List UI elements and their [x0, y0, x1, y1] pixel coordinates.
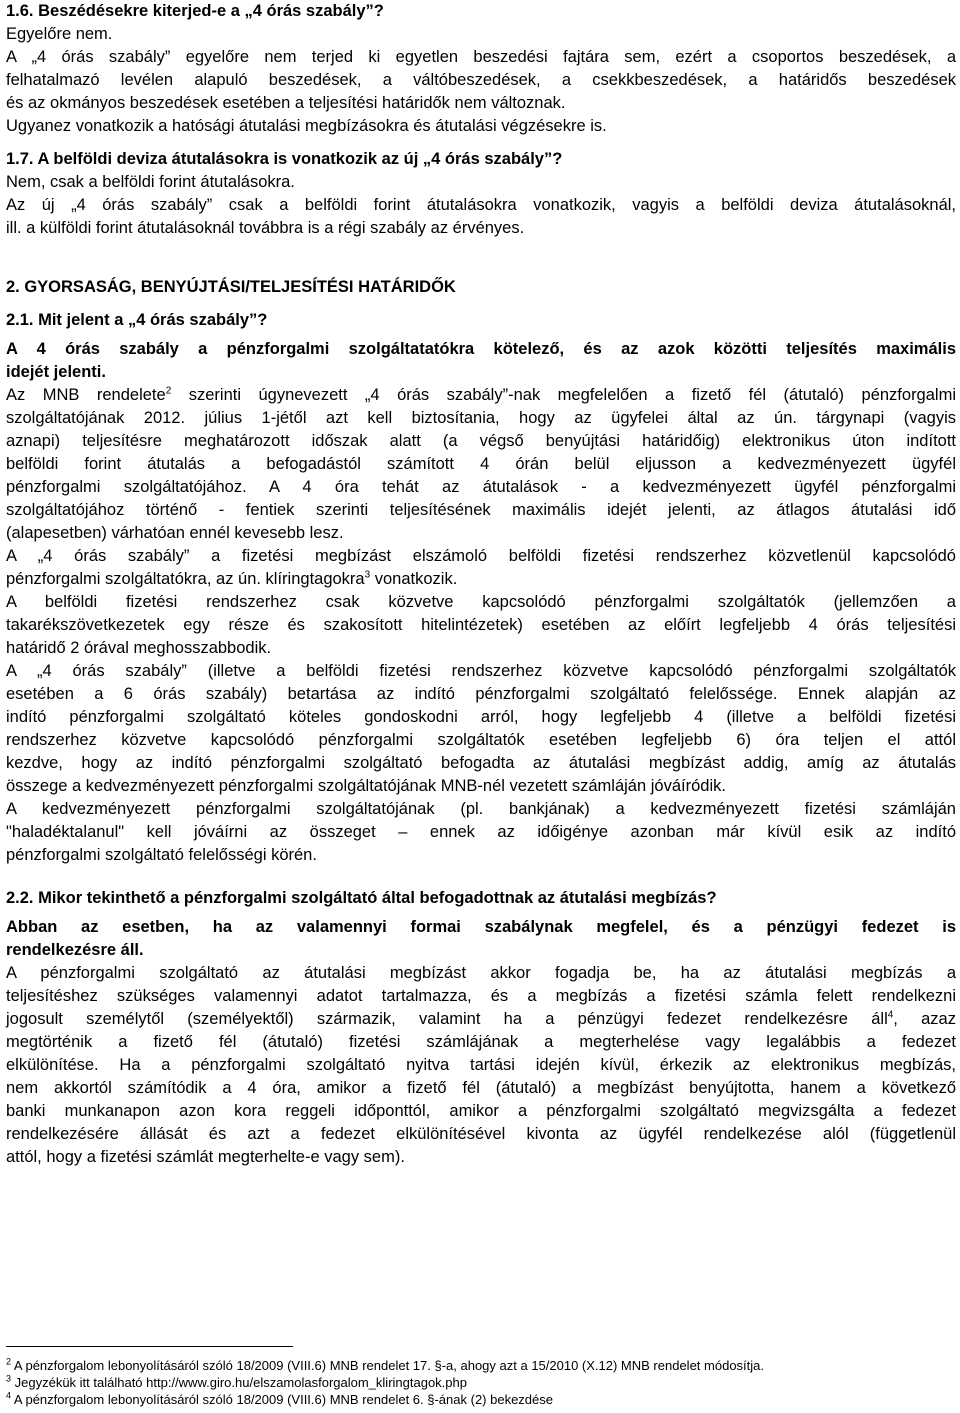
- paragraph-line: aznapi) teljesítésre meghatározott időszak alatt (a végső benyújtási határidőig) elektronikus úton indított: [6, 432, 956, 450]
- footnote-ref: 2: [165, 385, 172, 397]
- paragraph-line: attól, hogy a fizetési számlát megterhelte-e vagy sem).: [6, 1148, 405, 1166]
- paragraph-line: Az MNB rendelete$^2$ szerinti úgynevezett „4 órás szabály”-nak megfelelően a fizető fél (átutaló) pénzforgalmi: [6, 385, 956, 404]
- paragraph-line: "haladéktalanul" kell jóváírni az összeget – ennek az időigénye azonban már kívül esik az indító: [6, 823, 956, 841]
- paragraph-line: Nem, csak a belföldi forint átutalásokra.: [6, 173, 295, 191]
- paragraph-line: jogosult személytől (személyektől) származik, valamint ha a pénzügyi fedezet rendelkezésre áll$^4$, azaz: [6, 1009, 956, 1028]
- document-page: [6, 0, 956, 1169]
- paragraph-line: rendszerhez közvetve kapcsolódó pénzforgalmi szolgáltatók esetében legfeljebb 6) óra teljen el attól: [6, 731, 956, 749]
- paragraph-line: (alapesetben) várhatóan ennél kevesebb lesz.: [6, 524, 344, 542]
- footnote-separator: [6, 1346, 293, 1347]
- paragraph-line: megtörténik a fizető fél (átutaló) fizetési számlájának a megterhelése vagy legalábbis a fedezet: [6, 1033, 956, 1051]
- footnote: $^4$ A pénzforgalom lebonyolításáról szóló 18/2009 (VIII.6) MNB rendelet 6. §-ának (2) bekezdése: [6, 1390, 553, 1407]
- section-1-6-answer: Egyelőre nem.: [6, 25, 113, 43]
- section-2-1-heading: 2.1. Mit jelent a „4 órás szabály”?: [6, 311, 268, 329]
- paragraph-line: pénzforgalmi szolgáltatójához. A 4 óra tehát az átutalások - a kedvezményezett ügyfél pénzforgalmi: [6, 478, 956, 496]
- section-1-6-heading: 1.6. Beszédésekre kiterjed-e a „4 órás szabály”?: [6, 2, 384, 20]
- paragraph-line: A „4 órás szabály” (illetve a belföldi fizetési rendszerhez közvetve kapcsolódó pénzforgalmi szolgáltatók: [6, 662, 956, 680]
- paragraph-line: pénzforgalmi szolgáltató felelősségi körén.: [6, 846, 317, 864]
- footnote: $^3$ Jegyzékük itt található http://www.giro.hu/elszamolasforgalom_kliringtagok.php: [6, 1373, 467, 1390]
- paragraph-line: A „4 órás szabály” egyelőre nem terjed ki egyetlen beszedési fajtára sem, ezért a csoportos beszedések, a: [6, 48, 956, 66]
- paragraph-line: Az új „4 órás szabály” csak a belföldi forint átutalásokra vonatkozik, vagyis a belföldi deviza átutalásoknál,: [6, 196, 956, 214]
- footnotes: [6, 1346, 956, 1408]
- paragraph-line: összege a kedvezményezett pénzforgalmi szolgáltatójának MNB-nél vezetett számláján jóváíródik.: [6, 777, 726, 795]
- paragraph-line: szolgáltatójának 2012. július 1-jétől azt kell biztosítania, hogy az ügyfelei által az ún. tárgynapi (vagyis: [6, 409, 956, 427]
- footnote-ref: 3: [364, 569, 371, 581]
- paragraph-line: A belföldi fizetési rendszerhez csak közvetve kapcsolódó pénzforgalmi szolgáltatók (jellemzően a: [6, 593, 956, 611]
- paragraph-line: nem akkortól számítódik a 4 óra, amikor a fizető fél (átutaló) a megbízást benyújtotta, hanem a következő: [6, 1079, 956, 1097]
- bold-lead-line: rendelkezésre áll.: [6, 941, 144, 959]
- paragraph-line: A pénzforgalmi szolgáltató az átutalási megbízást akkor fogadja be, ha az átutalási megbízás a: [6, 964, 956, 982]
- footnote-ref: 4: [887, 1009, 894, 1021]
- bold-lead-line: Abban az esetben, ha az valamennyi formai szabálynak megfelel, és a pénzügyi fedezet is: [6, 918, 956, 936]
- paragraph-line: és az okmányos beszedések esetében a teljesítési határidők nem változnak.: [6, 94, 566, 112]
- paragraph-line: szolgáltatójához történő - fentiek szerinti teljesítésének maximális idejét jelenti, az átlagos átutalási idő: [6, 501, 956, 519]
- paragraph-line: A kedvezményezett pénzforgalmi szolgáltatójának (pl. bankjának) a kedvezményezett fizetési számláján: [6, 800, 956, 818]
- section-1-7-heading: 1.7. A belföldi deviza átutalásokra is vonatkozik az új „4 órás szabály”?: [6, 150, 563, 168]
- paragraph-line: esetében a 6 órás szabály) betartása az indító pénzforgalmi szolgáltató felelőssége. Ennek alapján az: [6, 685, 956, 703]
- paragraph-line: banki munkanapon azon kora reggeli időponttól, amikor a pénzforgalmi szolgáltató megvizsgálta a fedezet: [6, 1102, 956, 1120]
- section-2-heading: 2. GYORSASÁG, BENYÚJTÁSI/TELJESÍTÉSI HATÁRIDŐK: [6, 278, 456, 296]
- bold-lead-line: idejét jelenti.: [6, 363, 106, 381]
- paragraph-line: határidő 2 órával meghosszabbodik.: [6, 639, 272, 657]
- paragraph-line: pénzforgalmi szolgáltatókra, az ún. klíringtagokra$^3$ vonatkozik.: [6, 569, 458, 588]
- paragraph-line: A „4 órás szabály” a fizetési megbízást elszámoló belföldi fizetési rendszerhez közvetlenül kapcsolódó: [6, 547, 956, 565]
- paragraph-line: belföldi forint átutalás a befogadástól számított 4 órán belül eljusson a kedvezményezett ügyfél: [6, 455, 956, 473]
- paragraph-line: felhatalmazó levélen alapuló beszedések, a váltóbeszedések, a csekkbeszedések, a határidős beszedések: [6, 71, 956, 89]
- paragraph-line: elkülönítése. Ha a pénzforgalmi szolgáltató nyitva tartási idején kívül, érkezik az elektronikus megbízás,: [6, 1056, 956, 1074]
- paragraph-line: ill. a külföldi forint átutalásoknál továbbra is a régi szabály az érvényes.: [6, 219, 525, 237]
- paragraph-line: teljesítéshez szükséges valamennyi adatot tartalmazza, és a megbízás a fizetési számla felett rendelkezni: [6, 987, 956, 1005]
- bold-lead-line: A 4 órás szabály a pénzforgalmi szolgáltatatókra kötelező, és az azok közötti teljesítés maximális: [6, 340, 956, 358]
- paragraph-line: takarékszövetkezetek egy része és szakosított hitelintézetek) esetében az előírt legfeljebb 4 órás teljesítési: [6, 616, 956, 634]
- section-2-2-heading: 2.2. Mikor tekinthető a pénzforgalmi szolgáltató által befogadottnak az átutalási megbízás?: [6, 889, 717, 907]
- paragraph-line: Ugyanez vonatkozik a hatósági átutalási megbízásokra és átutalási végzésekre is.: [6, 117, 607, 135]
- paragraph-line: kezdve, hogy az indító pénzforgalmi szolgáltató befogadta az átutalási megbízást addig, amíg az átutalás: [6, 754, 956, 772]
- paragraph-line: rendelkezésére állását és azt a fedezet elkülönítésével kivonta az ügyfél rendelkezése alól (függetlenül: [6, 1125, 956, 1143]
- paragraph-line: indító pénzforgalmi szolgáltató köteles gondoskodni arról, hogy legfeljebb 4 (illetve a belföldi fizetési: [6, 708, 956, 726]
- footnote: $^2$ A pénzforgalom lebonyolításáról szóló 18/2009 (VIII.6) MNB rendelet 17. §-a, ahogy azt a 15/2010 (X.12) MNB rendelet módosítja.: [6, 1356, 764, 1373]
